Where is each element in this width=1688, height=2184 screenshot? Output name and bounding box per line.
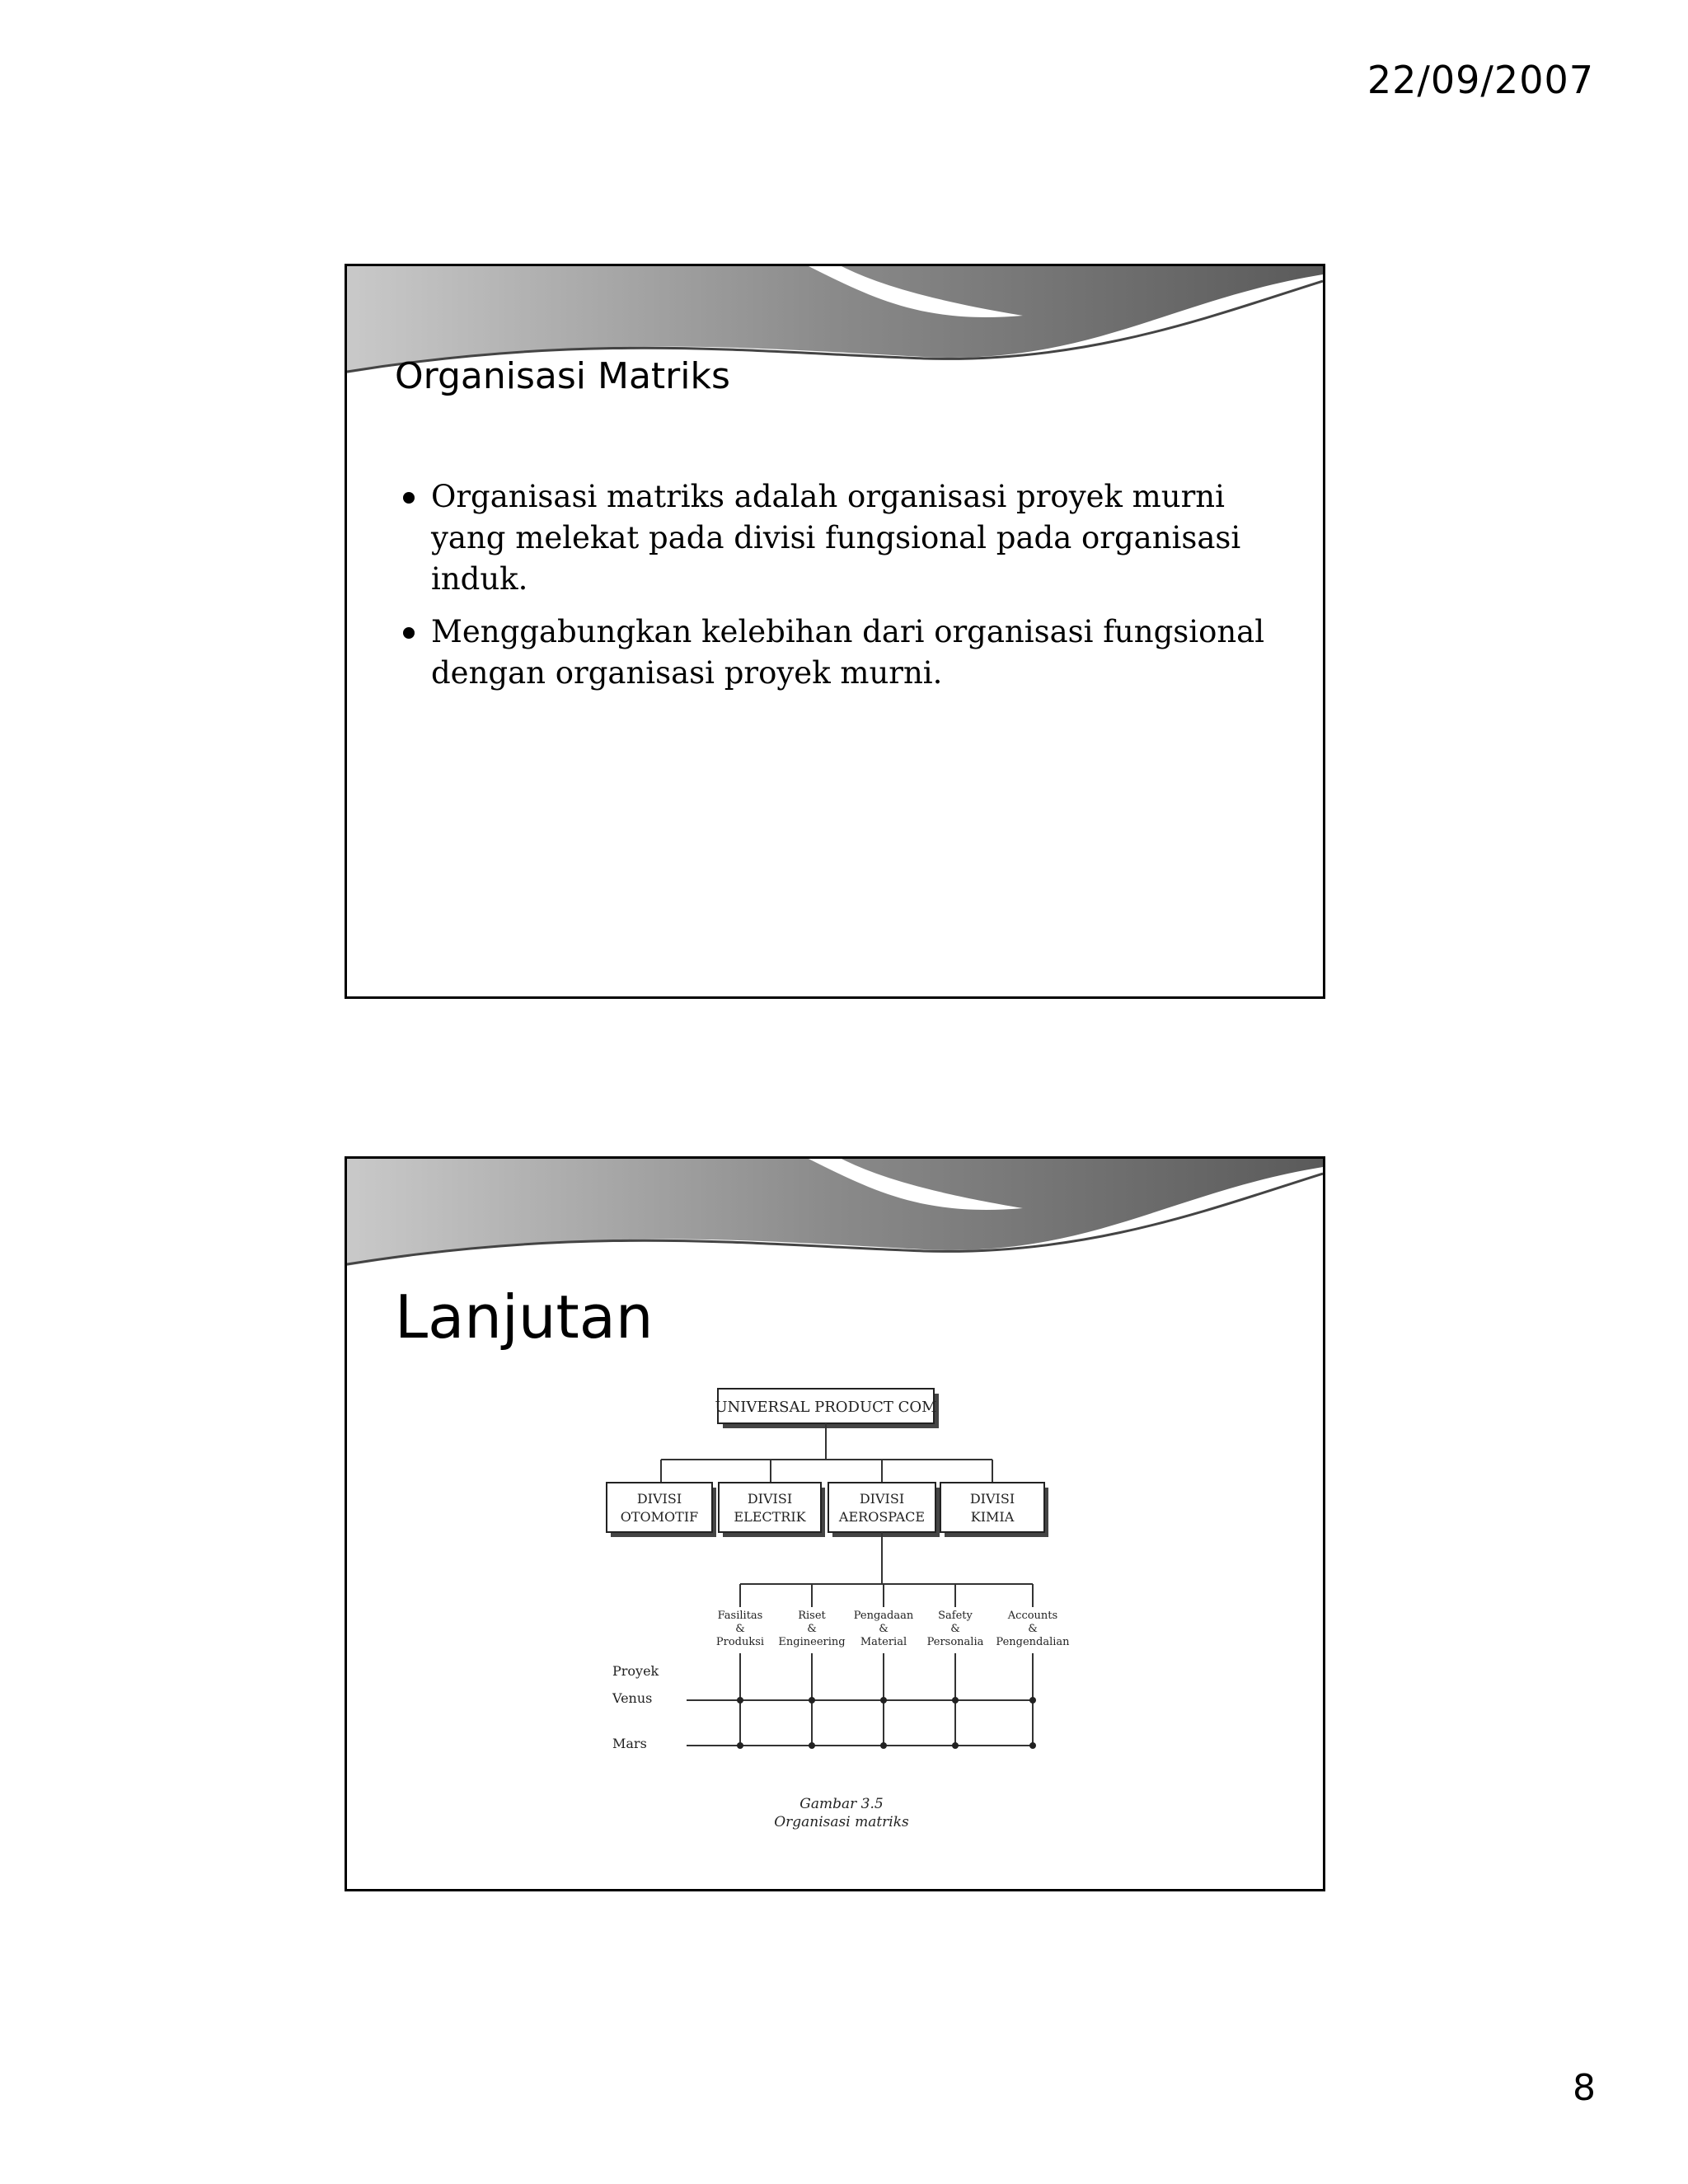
bullet-text: Menggabungkan kelebihan dari organisasi fungsional dengan organisasi proyek murni. <box>431 614 1265 691</box>
project-venus-label: Venus <box>612 1690 653 1706</box>
slide-organisasi-matriks <box>345 264 1325 999</box>
matrix-nodes <box>737 1697 1036 1749</box>
function-pengadaan <box>854 1610 914 1648</box>
division-otomotif <box>607 1483 716 1537</box>
division-label: DIVISI <box>969 1491 1015 1507</box>
figure-caption-title: Organisasi matriks <box>774 1814 909 1830</box>
slide-title: Lanjutan <box>395 1282 654 1352</box>
page-date: 22/09/2007 <box>1367 58 1594 102</box>
slide-title: Organisasi Matriks <box>395 355 730 397</box>
function-fasilitas <box>716 1610 764 1648</box>
bullet-item <box>403 476 1277 600</box>
slide-lanjutan <box>345 1156 1325 1891</box>
function-riset <box>778 1610 845 1648</box>
svg-text:Safety: Safety <box>938 1610 973 1622</box>
bullet-text: Organisasi matriks adalah organisasi proyek murni yang melekat pada divisi fungsional pada organisasi induk. <box>431 479 1241 597</box>
svg-text:Material: Material <box>860 1636 907 1648</box>
svg-text:Accounts: Accounts <box>1007 1610 1058 1622</box>
svg-text:Produksi: Produksi <box>715 1636 765 1648</box>
division-label: DIVISI <box>747 1491 793 1507</box>
division-label: OTOMOTIF <box>620 1509 699 1525</box>
division-aerospace <box>828 1483 940 1537</box>
division-label: DIVISI <box>859 1491 905 1507</box>
bullet-item <box>403 612 1277 694</box>
division-kimia <box>940 1483 1048 1537</box>
svg-text:&: & <box>735 1623 745 1635</box>
page-number: 8 <box>1573 2067 1596 2109</box>
org-matrix-figure <box>347 1159 1323 1889</box>
project-mars-label: Mars <box>612 1736 647 1751</box>
svg-text:Pengendalian: Pengendalian <box>996 1636 1070 1648</box>
svg-text:Pengadaan: Pengadaan <box>853 1610 914 1622</box>
svg-text:Fasilitas: Fasilitas <box>717 1610 763 1622</box>
division-label: KIMIA <box>970 1509 1015 1525</box>
svg-text:Riset: Riset <box>798 1610 826 1622</box>
svg-text:Engineering: Engineering <box>778 1636 846 1648</box>
svg-text:Personalia: Personalia <box>926 1636 984 1648</box>
division-label: DIVISI <box>636 1491 682 1507</box>
bullet-icon <box>403 627 415 639</box>
projects-label: Proyek <box>612 1663 659 1679</box>
svg-text:&: & <box>879 1623 889 1635</box>
division-connectors <box>661 1423 992 1483</box>
svg-text:&: & <box>807 1623 817 1635</box>
svg-text:&: & <box>1028 1623 1038 1635</box>
bullet-list <box>403 476 1277 705</box>
function-accounts <box>996 1610 1070 1648</box>
division-label: ELECTRIK <box>734 1509 806 1525</box>
bullet-icon <box>403 492 415 504</box>
division-electrik <box>719 1483 825 1537</box>
division-label: AEROSPACE <box>838 1509 926 1525</box>
svg-text:&: & <box>950 1623 960 1635</box>
function-safety <box>927 1610 984 1648</box>
function-connectors <box>740 1532 1033 1607</box>
root-label: UNIVERSAL PRODUCT COM <box>715 1399 937 1416</box>
figure-caption-number: Gambar 3.5 <box>799 1796 884 1812</box>
